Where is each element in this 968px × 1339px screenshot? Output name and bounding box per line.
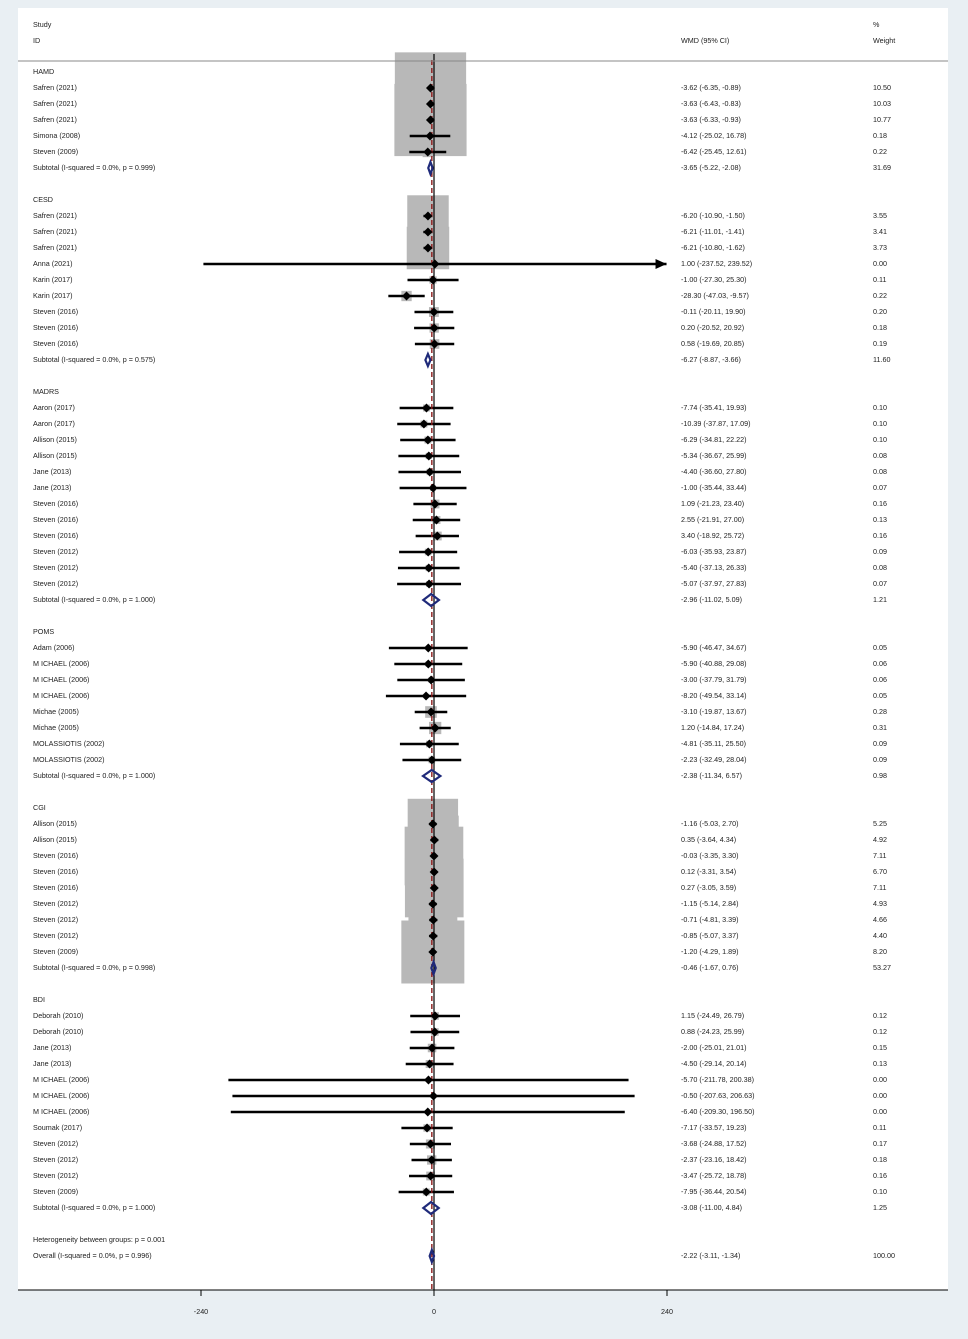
subtotal-label: Subtotal (I-squared = 0.0%, p = 0.999) — [33, 162, 156, 172]
study-id-label: Steven (2016) — [33, 850, 79, 860]
study-id-label: MOLASSIOTIS (2002) — [33, 738, 105, 748]
weight-label: 10.03 — [873, 98, 891, 108]
weight-label: 4.93 — [873, 898, 887, 908]
effect-estimate-label: -6.21 (-11.01, -1.41) — [681, 226, 745, 236]
weight-label: 0.08 — [873, 562, 887, 572]
header-study-label: Study — [33, 19, 52, 29]
study-id-label: Deborah (2010) — [33, 1010, 84, 1020]
effect-estimate-label: -3.63 (-6.33, -0.93) — [681, 114, 741, 124]
study-id-label: M ICHAEL (2006) — [33, 1074, 90, 1084]
effect-estimate-label: -10.39 (-37.87, 17.09) — [681, 418, 751, 428]
study-id-label: Steven (2012) — [33, 1154, 79, 1164]
subtotal-diamond — [423, 1202, 438, 1214]
group-label: CESD — [33, 194, 53, 204]
study-id-label: Adam (2006) — [33, 642, 75, 652]
subtotal-estimate-label: -3.08 (-11.00, 4.84) — [681, 1202, 742, 1212]
point-estimate-marker — [423, 1108, 432, 1117]
subtotal-label: Subtotal (I-squared = 0.0%, p = 1.000) — [33, 770, 156, 780]
subtotal-weight-label: 11.60 — [873, 354, 891, 364]
weight-label: 0.16 — [873, 530, 887, 540]
study-id-label: Steven (2016) — [33, 514, 79, 524]
weight-label: 0.09 — [873, 754, 887, 764]
effect-estimate-label: -5.90 (-46.47, 34.67) — [681, 642, 747, 652]
study-id-label: Steven (2009) — [33, 946, 79, 956]
effect-estimate-label: -1.16 (-5.03, 2.70) — [681, 818, 739, 828]
weight-label: 10.50 — [873, 82, 891, 92]
effect-estimate-label: -0.85 (-5.07, 3.37) — [681, 930, 739, 940]
subtotal-estimate-label: -3.65 (-5.22, -2.08) — [681, 162, 741, 172]
weight-label: 7.11 — [873, 882, 887, 892]
subtotal-diamond — [423, 594, 439, 606]
weight-boxes-layer — [394, 52, 466, 1195]
study-id-label: Steven (2012) — [33, 930, 79, 940]
effect-estimate-label: 1.09 (-21.23, 23.40) — [681, 498, 745, 508]
header-effect-label: WMD (95% CI) — [681, 35, 730, 45]
weight-label: 0.18 — [873, 322, 887, 332]
weight-label: 0.22 — [873, 290, 887, 300]
study-id-label: Anna (2021) — [33, 258, 73, 268]
weight-label: 0.17 — [873, 1138, 887, 1148]
subtotal-estimate-label: -2.38 (-11.34, 6.57) — [681, 770, 742, 780]
weight-label: 3.41 — [873, 226, 887, 236]
study-id-label: Jane (2013) — [33, 466, 72, 476]
weight-label: 0.18 — [873, 130, 887, 140]
weight-label: 0.06 — [873, 674, 887, 684]
effect-estimate-label: 0.58 (-19.69, 20.85) — [681, 338, 745, 348]
weight-label: 0.22 — [873, 146, 887, 156]
weight-label: 0.15 — [873, 1042, 887, 1052]
weight-label: 0.00 — [873, 258, 887, 268]
effect-estimate-label: -4.12 (-25.02, 16.78) — [681, 130, 747, 140]
weight-label: 4.66 — [873, 914, 887, 924]
weight-label: 0.08 — [873, 466, 887, 476]
study-id-label: M ICHAEL (2006) — [33, 674, 90, 684]
weight-label: 0.13 — [873, 514, 887, 524]
subtotal-estimate-label: -6.27 (-8.87, -3.66) — [681, 354, 741, 364]
study-id-label: Steven (2012) — [33, 898, 79, 908]
effect-estimate-label: -0.11 (-20.11, 19.90) — [681, 306, 746, 316]
effect-estimate-label: -4.40 (-36.60, 27.80) — [681, 466, 747, 476]
study-id-label: Safren (2021) — [33, 82, 77, 92]
group-label: POMS — [33, 626, 55, 636]
study-id-label: MOLASSIOTIS (2002) — [33, 754, 105, 764]
effect-estimate-label: -5.70 (-211.78, 200.38) — [681, 1074, 754, 1084]
study-id-label: Jane (2013) — [33, 482, 72, 492]
study-id-label: Soumak (2017) — [33, 1122, 83, 1132]
effect-estimate-label: -6.42 (-25.45, 12.61) — [681, 146, 747, 156]
subtotal-label: Subtotal (I-squared = 0.0%, p = 0.575) — [33, 354, 156, 364]
weight-label: 0.11 — [873, 1122, 887, 1132]
effect-estimate-label: -5.07 (-37.97, 27.83) — [681, 578, 747, 588]
weight-label: 0.05 — [873, 690, 887, 700]
effect-estimate-label: -3.68 (-24.88, 17.52) — [681, 1138, 747, 1148]
effect-estimate-label: 2.55 (-21.91, 27.00) — [681, 514, 745, 524]
study-id-label: Allison (2015) — [33, 834, 77, 844]
weight-label: 5.25 — [873, 818, 887, 828]
study-id-label: Steven (2016) — [33, 306, 79, 316]
effect-estimate-label: 3.40 (-18.92, 25.72) — [681, 530, 745, 540]
group-label: HAMD — [33, 66, 55, 76]
study-id-label: Karin (2017) — [33, 274, 73, 284]
weight-label: 0.07 — [873, 482, 887, 492]
point-estimate-marker — [429, 484, 438, 493]
point-estimate-marker — [422, 692, 431, 701]
weight-label: 4.40 — [873, 930, 887, 940]
effect-estimate-label: -5.40 (-37.13, 26.33) — [681, 562, 747, 572]
overall-weight-label: 100.00 — [873, 1250, 895, 1260]
study-id-label: Steven (2016) — [33, 498, 79, 508]
weight-label: 0.10 — [873, 1186, 887, 1196]
effect-estimate-label: -2.00 (-25.01, 21.01) — [681, 1042, 747, 1052]
effect-estimate-label: -28.30 (-47.03, -9.57) — [681, 290, 749, 300]
effect-estimate-label: -1.00 (-35.44, 33.44) — [681, 482, 747, 492]
weight-label: 3.73 — [873, 242, 887, 252]
study-id-label: M ICHAEL (2006) — [33, 690, 90, 700]
x-axis-tick-label: 240 — [661, 1306, 673, 1316]
group-label: BDI — [33, 994, 45, 1004]
study-id-label: Aaron (2017) — [33, 402, 75, 412]
weight-label: 0.00 — [873, 1106, 887, 1116]
study-id-label: Steven (2009) — [33, 146, 79, 156]
study-id-label: Jane (2013) — [33, 1042, 72, 1052]
weight-label: 0.10 — [873, 402, 887, 412]
weight-label: 6.70 — [873, 866, 887, 876]
study-id-label: Aaron (2017) — [33, 418, 75, 428]
header-weight-label: Weight — [873, 35, 896, 45]
study-id-label: Safren (2021) — [33, 242, 77, 252]
study-id-label: Jane (2013) — [33, 1058, 72, 1068]
point-estimate-marker — [429, 1092, 438, 1101]
study-id-label: Safren (2021) — [33, 226, 77, 236]
study-id-label: Deborah (2010) — [33, 1026, 84, 1036]
weight-label: 7.11 — [873, 850, 887, 860]
forest-plot — [18, 8, 948, 1339]
weight-label: 0.06 — [873, 658, 887, 668]
study-id-label: Steven (2009) — [33, 1186, 79, 1196]
effect-estimate-label: -3.00 (-37.79, 31.79) — [681, 674, 747, 684]
study-id-label: Safren (2021) — [33, 98, 77, 108]
study-id-label: Michae (2005) — [33, 722, 79, 732]
ci-arrowhead — [656, 259, 667, 269]
study-id-label: Steven (2012) — [33, 546, 79, 556]
effect-estimate-label: -5.34 (-36.67, 25.99) — [681, 450, 747, 460]
weight-label: 0.16 — [873, 498, 887, 508]
weight-label: 8.20 — [873, 946, 887, 956]
effect-estimate-label: -5.90 (-40.88, 29.08) — [681, 658, 747, 668]
effect-estimate-label: -1.20 (-4.29, 1.89) — [681, 946, 739, 956]
effect-estimate-label: 0.88 (-24.23, 25.99) — [681, 1026, 745, 1036]
weight-label: 0.19 — [873, 338, 887, 348]
effect-estimate-label: -1.15 (-5.14, 2.84) — [681, 898, 739, 908]
effect-estimate-label: -6.40 (-209.30, 196.50) — [681, 1106, 755, 1116]
group-label: MADRS — [33, 386, 59, 396]
subtotal-diamond — [425, 354, 430, 366]
study-id-label: M ICHAEL (2006) — [33, 658, 90, 668]
study-id-label: Karin (2017) — [33, 290, 73, 300]
weight-label: 0.13 — [873, 1058, 887, 1068]
study-id-label: Allison (2015) — [33, 818, 77, 828]
weight-label: 0.07 — [873, 578, 887, 588]
forest-plot-panel — [18, 8, 948, 1316]
subtotal-diamond — [428, 162, 432, 174]
effect-estimate-label: -6.29 (-34.81, 22.22) — [681, 434, 747, 444]
effect-estimate-label: -7.74 (-35.41, 19.93) — [681, 402, 747, 412]
weight-label: 0.18 — [873, 1154, 887, 1164]
effect-estimate-label: 0.27 (-3.05, 3.59) — [681, 882, 737, 892]
subtotal-label: Subtotal (I-squared = 0.0%, p = 1.000) — [33, 594, 156, 604]
study-id-label: Safren (2021) — [33, 114, 77, 124]
effect-estimate-label: -3.62 (-6.35, -0.89) — [681, 82, 741, 92]
study-id-label: Steven (2016) — [33, 882, 79, 892]
overall-label: Overall (I-squared = 0.0%, p = 0.996) — [33, 1250, 152, 1260]
weight-label: 0.16 — [873, 1170, 887, 1180]
effect-estimate-label: 1.15 (-24.49, 26.79) — [681, 1010, 745, 1020]
header-weight-percent: % — [873, 19, 880, 29]
subtotal-weight-label: 31.69 — [873, 162, 891, 172]
study-id-label: Michae (2005) — [33, 706, 79, 716]
heterogeneity-label: Heterogeneity between groups: p = 0.001 — [33, 1234, 166, 1244]
subtotal-weight-label: 0.98 — [873, 770, 887, 780]
effect-estimate-label: -2.37 (-23.16, 18.42) — [681, 1154, 747, 1164]
effect-estimate-label: 0.20 (-20.52, 20.92) — [681, 322, 745, 332]
effect-estimate-label: -0.71 (-4.81, 3.39) — [681, 914, 739, 924]
study-id-label: Steven (2016) — [33, 338, 79, 348]
weight-label: 0.10 — [873, 418, 887, 428]
weight-label: 0.08 — [873, 450, 887, 460]
weight-label: 0.09 — [873, 546, 887, 556]
study-id-label: Steven (2012) — [33, 578, 79, 588]
effect-estimate-label: -7.95 (-36.44, 20.54) — [681, 1186, 747, 1196]
weight-label: 0.00 — [873, 1090, 887, 1100]
weight-label: 0.12 — [873, 1010, 887, 1020]
study-id-label: Steven (2016) — [33, 530, 79, 540]
weight-label: 0.10 — [873, 434, 887, 444]
effect-estimate-label: 1.00 (-237.52, 239.52) — [681, 258, 753, 268]
study-id-label: Simona (2008) — [33, 130, 81, 140]
study-id-label: Steven (2012) — [33, 1138, 79, 1148]
subtotal-weight-label: 53.27 — [873, 962, 891, 972]
study-id-label: Allison (2015) — [33, 434, 77, 444]
effect-estimate-label: -4.50 (-29.14, 20.14) — [681, 1058, 747, 1068]
effect-estimate-label: 0.12 (-3.31, 3.54) — [681, 866, 737, 876]
effect-estimate-label: 0.35 (-3.64, 4.34) — [681, 834, 737, 844]
effect-estimate-label: -2.23 (-32.49, 28.04) — [681, 754, 747, 764]
study-id-label: Steven (2016) — [33, 866, 79, 876]
weight-label: 0.20 — [873, 306, 887, 316]
subtotal-estimate-label: -2.96 (-11.02, 5.09) — [681, 594, 742, 604]
weight-label: 0.00 — [873, 1074, 887, 1084]
x-axis-tick-label: -240 — [193, 1306, 209, 1316]
effect-estimate-label: -6.20 (-10.90, -1.50) — [681, 210, 745, 220]
effect-estimate-label: -6.21 (-10.80, -1.62) — [681, 242, 745, 252]
study-id-label: M ICHAEL (2006) — [33, 1090, 90, 1100]
subtotal-label: Subtotal (I-squared = 0.0%, p = 0.998) — [33, 962, 156, 972]
weight-label: 0.28 — [873, 706, 887, 716]
weight-label: 3.55 — [873, 210, 887, 220]
weight-label: 0.11 — [873, 274, 887, 284]
effect-estimate-label: -4.81 (-35.11, 25.50) — [681, 738, 746, 748]
point-estimate-marker — [425, 468, 434, 477]
effect-estimate-label: -6.03 (-35.93, 23.87) — [681, 546, 747, 556]
effect-estimate-label: -3.10 (-19.87, 13.67) — [681, 706, 747, 716]
effect-estimate-label: 1.20 (-14.84, 17.24) — [681, 722, 745, 732]
subtotal-label: Subtotal (I-squared = 0.0%, p = 1.000) — [33, 1202, 156, 1212]
group-label: CGI — [33, 802, 46, 812]
study-id-label: Safren (2021) — [33, 210, 77, 220]
effect-estimate-label: -1.00 (-27.30, 25.30) — [681, 274, 747, 284]
weight-label: 0.12 — [873, 1026, 887, 1036]
effect-estimate-label: -3.63 (-6.43, -0.83) — [681, 98, 741, 108]
weight-label: 0.31 — [873, 722, 887, 732]
effect-estimate-label: -3.47 (-25.72, 18.78) — [681, 1170, 747, 1180]
header-id-label: ID — [33, 35, 41, 45]
study-id-label: Steven (2012) — [33, 562, 79, 572]
effect-estimate-label: -0.50 (-207.63, 206.63) — [681, 1090, 755, 1100]
study-id-label: Allison (2015) — [33, 450, 77, 460]
x-axis-tick-label: 0 — [432, 1306, 436, 1316]
effect-estimate-label: -8.20 (-49.54, 33.14) — [681, 690, 747, 700]
weight-label: 4.92 — [873, 834, 887, 844]
weight-label: 0.09 — [873, 738, 887, 748]
weight-label: 10.77 — [873, 114, 891, 124]
effect-estimate-label: -7.17 (-33.57, 19.23) — [681, 1122, 747, 1132]
effect-estimate-label: -0.03 (-3.35, 3.30) — [681, 850, 739, 860]
subtotal-estimate-label: -0.46 (-1.67, 0.76) — [681, 962, 739, 972]
study-id-label: Steven (2016) — [33, 322, 79, 332]
study-id-label: Steven (2012) — [33, 914, 79, 924]
study-id-label: Steven (2012) — [33, 1170, 79, 1180]
study-id-label: M ICHAEL (2006) — [33, 1106, 90, 1116]
subtotal-weight-label: 1.25 — [873, 1202, 887, 1212]
subtotal-weight-label: 1.21 — [873, 594, 887, 604]
weight-label: 0.05 — [873, 642, 887, 652]
overall-estimate-label: -2.22 (-3.11, -1.34) — [681, 1250, 741, 1260]
